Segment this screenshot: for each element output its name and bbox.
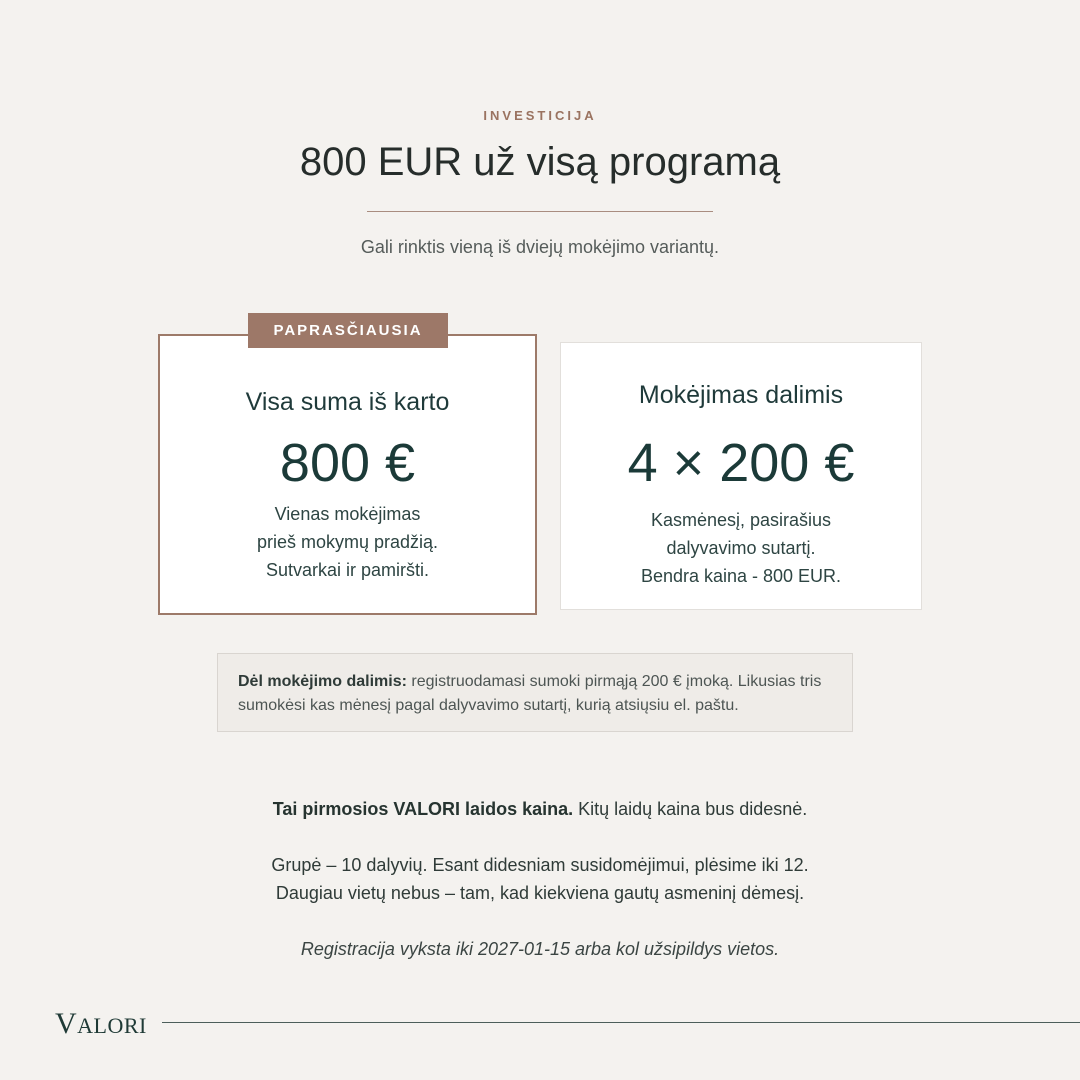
option-price: 4 × 200 € [627, 433, 855, 493]
option-card-full-payment[interactable] [158, 334, 537, 615]
footer-divider [162, 1022, 1080, 1023]
description-line: Sutvarkai ir pamiršti. [265, 560, 430, 580]
option-heading: Visa suma iš karto [245, 388, 450, 416]
price-info-text: Kitų laidų kaina bus didesnė. [578, 799, 808, 819]
eyebrow-label: INVESTICIJA [483, 108, 597, 123]
note-text: registruodamasi sumoki pirmąją 200 € įmoką. Likusias tris sumokėsi kas mėnesį pagal dalyvavimo sutartį, kurią atsiųsiu el. paštu. [238, 673, 822, 714]
description-line: prieš mokymų pradžią. [256, 532, 439, 552]
description-line: Bendra kaina - 800 EUR. [640, 566, 842, 586]
option-card-installments[interactable] [560, 342, 922, 610]
logo-initial: V [55, 1007, 78, 1040]
page-title: 800 EUR už visą programą [299, 140, 781, 184]
group-info [0, 851, 1080, 907]
valori-logo [55, 1007, 147, 1041]
group-info-line: Daugiau vietų nebus – tam, kad kiekviena gautų asmeninį dėmesį. [275, 883, 805, 903]
note-label: Dėl mokėjimo dalimis: [238, 673, 407, 690]
description-line: Kasmėnesį, pasirašius [650, 510, 832, 530]
option-description [561, 506, 921, 590]
description-line: dalyvavimo sutartį. [666, 538, 816, 558]
page-subtitle: Gali rinktis vieną iš dviejų mokėjimo variantų. [360, 237, 720, 257]
group-info-line: Grupė – 10 dalyvių. Esant didesniam susidomėjimui, plėsime iki 12. [271, 855, 809, 875]
option-price: 800 € [279, 433, 416, 493]
registration-info: Registracija vyksta iki 2027-01-15 arba kol užsipildys vietos. [300, 939, 780, 959]
price-info [0, 795, 1080, 823]
description-line: Vienas mokėjimas [274, 504, 421, 524]
recommended-badge: PAPRASČIAUSIA [248, 313, 448, 348]
option-heading: Mokėjimas dalimis [638, 381, 844, 409]
title-divider [367, 211, 713, 212]
logo-rest: ALORI [77, 1013, 147, 1038]
price-info-bold: Tai pirmosios VALORI laidos kaina. [272, 799, 574, 819]
installment-note [217, 653, 853, 732]
option-description [160, 500, 535, 584]
